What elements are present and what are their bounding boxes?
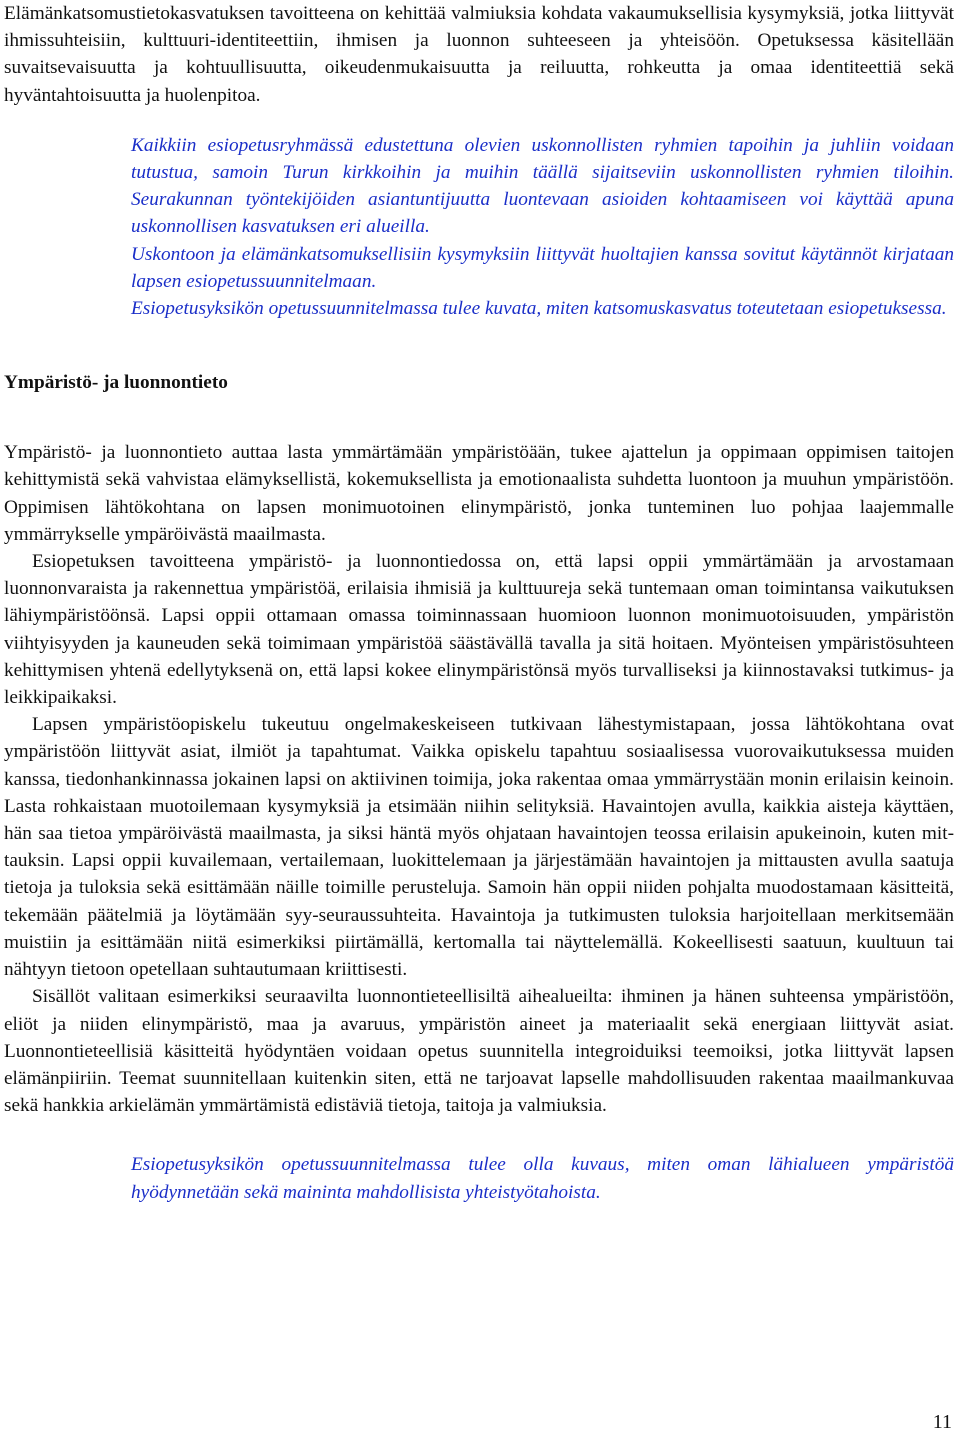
municipal-note-paragraph: Kaikkiin esiopetusryhmässä edustettuna olevien uskonnollisten ryhmien tapoihin ja juhliin voidaan tutustua, samoin Turun kirkkoihin ja muihin täällä sijaitseviin uskonnollisten ryhmien tiloihin. Seurakunnan työntekijöiden asiantuntijuutta luontevaan asioiden kohtaamiseen voi käyttää apuna uskonnollisen kasvatuksen eri alueilla. — [131, 134, 954, 238]
page-number: 11 — [932, 1411, 952, 1433]
municipal-note-box-2 — [131, 1151, 954, 1205]
municipal-note-paragraph: Uskontoon ja elämänkatsomuksellisiin kysymyksiin liittyvät huoltajien kanssa sovitut käytännöt kirjataan lapsen esiopetussuunnitelmaan. — [131, 243, 954, 292]
section-paragraph: Lapsen ympäristöopiskelu tukeutuu ongelmakeskeiseen tutkivaan lähestymistapaan, jossa lähtökohtana ovat ympäristöön liittyvät asiat, ilmiöt ja tapahtumat. Vaikka opiskelu tapahtuu sosiaalisessa vuorovaikutuksessa muiden kanssa, tiedonhankinnassa jokainen lapsi on aktiivinen toimija, joka rakentaa omaa ymmärrystään monin erilaisin keinoin. Lasta rohkaistaan muotoilemaan kysymyksiä ja etsimään niihin selityksiä. Havaintojen avulla, kaikkia aisteja käyttäen, hän saa tietoa ympäröivästä maailmasta, ja siksi häntä myös ohjataan havaintojen teossa erilaisin apukeinoin, kuten mittauksin. Lapsi oppii kuvailemaan, vertailemaan, luokittelemaan ja järjestämään havaintojen ja mittausten avulla saatuja tietoja ja tuloksia sekä esittämään näille toimille perusteluja. Samoin hän oppii niiden pohjalta muodostamaan käsitteitä, tekemään päätelmiä ja löytämään syy-seuraussuhteita. Havaintoja ja tutkimusten tuloksia harjoitellaan merkitsemään muistiin ja esittämään niitä esimerkiksi piirtämällä, kertomalla tai näyttelemällä. Kokeellisesti saatuun, kuultuun tai nähtyyn tietoon opetellaan suhtautumaan kriittisesti. — [4, 714, 954, 981]
section-body — [4, 439, 954, 1119]
section-heading: Ympäristö- ja luonnontieto — [4, 372, 228, 394]
intro-paragraph: Elämänkatsomustietokasvatuksen tavoitteena on kehittää valmiuksia kohdata vakaumuksellisia kysymyksiä, jotka liittyvät ihmissuhteisiin, kulttuuri-identiteettiin, ihmisen ja luonnon suhteeseen ja yhteisöön. Opetuksessa käsitellään suvaitsevaisuutta ja kohtuullisuutta, oikeudenmukaisuutta ja reiluutta, rohkeutta ja omaa identiteettiä sekä hyväntahtoisuutta ja huolenpitoa. — [4, 3, 954, 106]
section-paragraph: Sisällöt valitaan esimerkiksi seuraavilta luonnontieteellisiltä aihealueilta: ihminen ja hänen suhteensa ympäristöön, eliöt ja niiden elinympäristö, maa ja avaruus, ympäristön aineet ja materiaalit sekä energiaan liittyvät asiat. Luonnontieteellisiä käsitteitä hyödyntäen voidaan opetus suunnitella integroiduiksi teemoiksi, jotka liittyvät lapsen elämänpiiriin. Teemat suunnitellaan kuitenkin siten, että ne tarjoavat lapselle mahdollisuuden rakentaa maailmankuvaa sekä hankkia arkielämän ymmärtämistä edistäviä tietoja, taitoja ja valmiuksia. — [4, 986, 954, 1117]
municipal-note-paragraph: Esiopetusyksikön opetussuunnitelmassa tulee olla kuvaus, miten oman lähialueen ympäristöä hyödynnetään sekä maininta mahdollisista yhteistyötahoista. — [131, 1154, 954, 1203]
section-paragraph: Esiopetuksen tavoitteena ympäristö- ja luonnontiedossa on, että lapsi oppii ymmärtämään ja arvostamaan luonnonvaraista ja rakennettua ympäristöä, erilaisia ihmisiä ja kulttuureja sekä tuntemaan oman toimintansa vaikutuksen lähiympäristöönsä. Lapsi oppii ottamaan omassa toiminnassaan huomioon luonnon monimuotoisuuden, ympäristön viihtyisyyden ja kauneuden sekä toimimaan ympäristöä säästävällä tavalla ja sitä hoitaen. Myönteisen ympäristösuhteen kehittymisen yhtenä edellytyksenä on, että lapsi kokee elinympäristönsä myös turvalliseksi ja kiinnostavaksi tutkimus- ja leikkipaikaksi. — [4, 551, 954, 709]
document-page — [4, 0, 954, 1206]
municipal-note-paragraph: Esiopetusyksikön opetussuunnitelmassa tulee kuvata, miten katsomuskasvatus toteutetaan esiopetuksessa. — [131, 298, 947, 320]
municipal-note-box-1 — [131, 132, 954, 322]
section-paragraph: Ympäristö- ja luonnontieto auttaa lasta ymmärtämään ympäristöään, tukee ajattelun ja oppimaan oppimisen taitojen kehittymistä sekä vahvistaa elämyksellistä, kokemuksellista ja emotionaalista suhdetta luontoon ja muuhun ympäristöön. Oppimisen lähtökohtana on lapsen monimuotoinen elinympäristö, jonka tunteminen luo pohjaa laajemmalle ymmärrykselle ympäröivästä maailmasta. — [4, 442, 954, 545]
